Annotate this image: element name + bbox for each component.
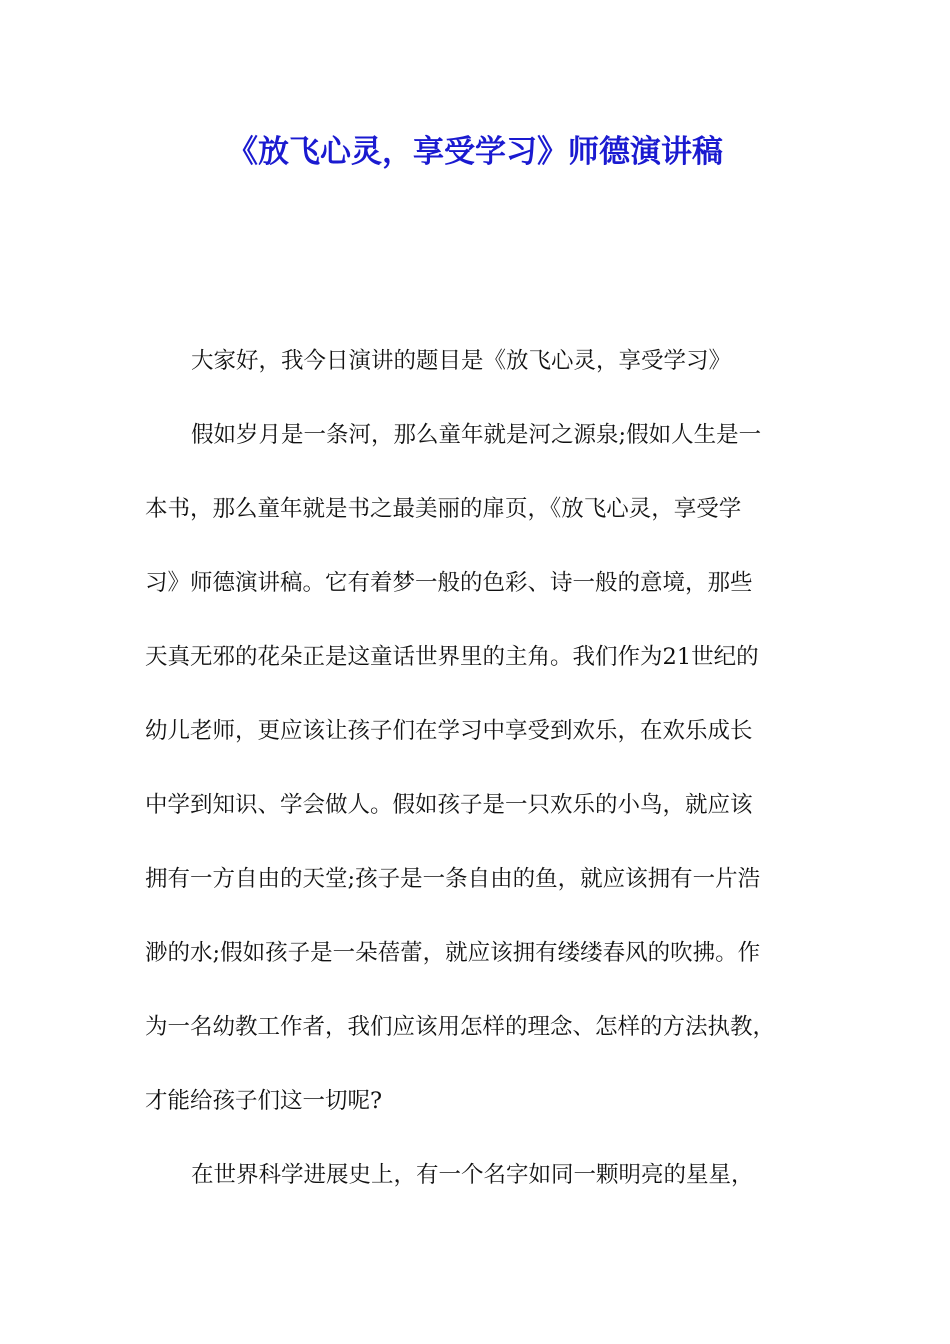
text-line: 幼儿老师，更应该让孩子们在学习中享受到欢乐，在欢乐成长 bbox=[145, 718, 753, 744]
document-body bbox=[145, 338, 835, 1226]
text-line: 假如岁月是一条河，那么童年就是河之源泉;假如人生是一 bbox=[191, 422, 762, 448]
text-line: 习》师德演讲稿。它有着梦一般的色彩、诗一般的意境，那些 bbox=[145, 570, 753, 596]
text-line: 渺的水;假如孩子是一朵蓓蕾，就应该拥有缕缕春风的吹拂。作 bbox=[145, 940, 761, 966]
text-line: 在世界科学进展史上，有一个名字如同一颗明亮的星星， bbox=[191, 1162, 754, 1188]
text-line: 大家好，我今日演讲的题目是《放飞心灵，享受学习》 bbox=[191, 348, 732, 374]
text-line: 拥有一方自由的天堂;孩子是一条自由的鱼，就应该拥有一片浩 bbox=[145, 866, 761, 892]
text-line: 才能给孩子们这一切呢? bbox=[145, 1088, 383, 1114]
text-line: 为一名幼教工作者，我们应该用怎样的理念、怎样的方法执教， bbox=[145, 1014, 776, 1040]
text-line: 中学到知识、学会做人。假如孩子是一只欢乐的小鸟，就应该 bbox=[145, 792, 753, 818]
text-line: 天真无邪的花朵正是这童话世界里的主角。我们作为21世纪的 bbox=[145, 644, 759, 670]
text-line: 本书，那么童年就是书之最美丽的扉页，《放飞心灵，享受学 bbox=[145, 496, 742, 522]
document-title: 《放飞心灵，享受学习》师德演讲稿 bbox=[227, 134, 723, 170]
